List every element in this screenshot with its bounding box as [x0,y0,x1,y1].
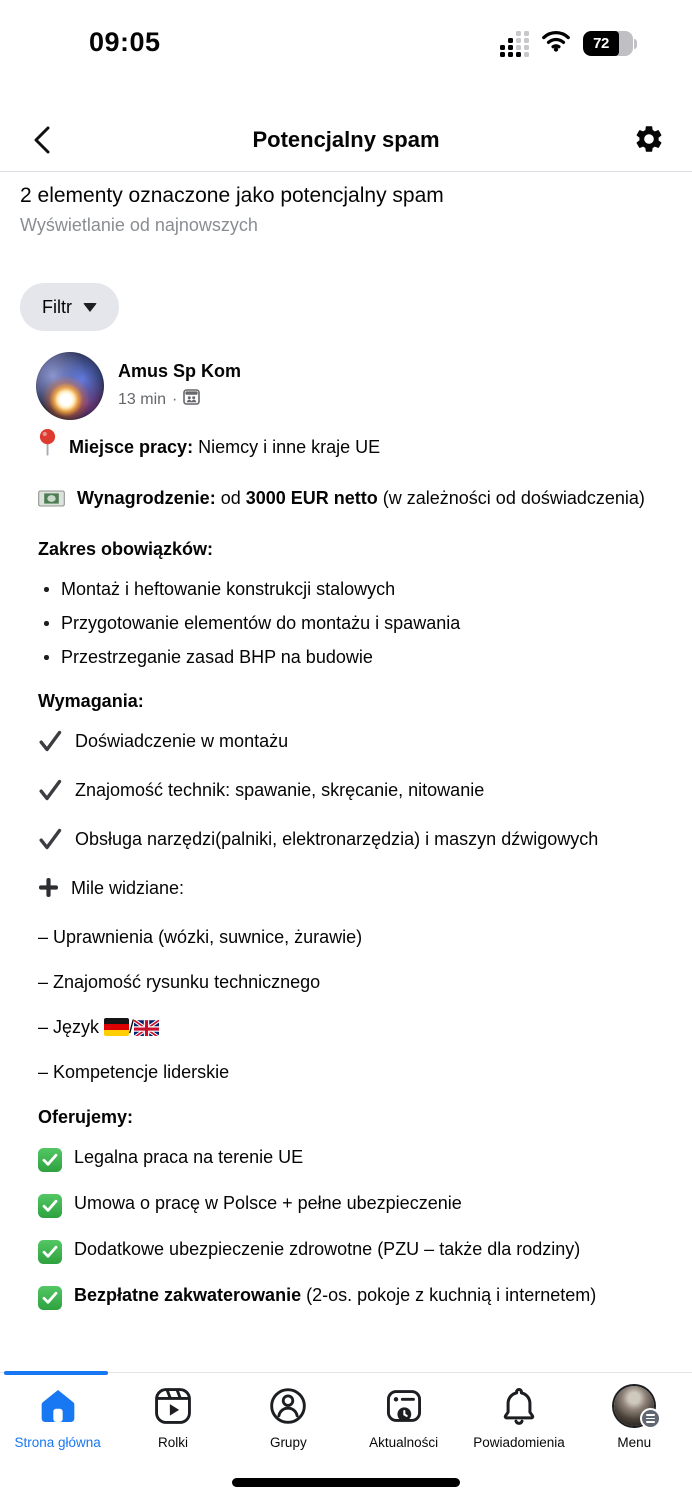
summary-title: 2 elementy oznaczone jako potencjalny spam [20,184,444,207]
green-check-icon [38,1194,62,1218]
post-text: Obsługa narzędzi(palniki, elektronarzędzia) i maszyn dźwigowych [75,829,599,849]
post-line [38,484,670,516]
post-text: – Kompetencje liderskie [38,1062,230,1082]
post-text: Znajomość technik: spawanie, skręcanie, nitowanie [75,780,485,800]
green-check-icon [38,1240,62,1264]
profile-menu-icon [614,1385,654,1427]
post-text: / [129,1017,135,1037]
post-bullet-item [38,609,670,637]
post-text: – Znajomość rysunku technicznego [38,972,321,992]
group-post-icon [183,389,200,410]
post-line [38,1013,670,1041]
post-line [38,1143,670,1172]
post-text: Legalna praca na terenie UE [74,1147,304,1167]
nav-item-aktualności[interactable] [346,1385,461,1450]
clock: 09:05 [89,27,161,57]
post-text: 3000 EUR netto [245,488,378,508]
post-header [36,352,241,420]
post-text: (2-os. pokoje z kuchnią i internetem) [301,1285,597,1305]
post-text: Mile widziane: [71,878,185,898]
post-text: – Uprawnienia (wózki, suwnice, żurawie) [38,927,363,947]
bullet-dot [44,587,49,592]
post-text: Zakres obowiązków: [38,539,214,559]
post-text: Niemcy i inne kraje UE [193,437,381,457]
cellular-signal-icon [500,31,529,57]
plus-icon [38,877,59,906]
post-text: Dodatkowe ubezpieczenie zdrowotne (PZU – także dla rodziny) [74,1239,581,1259]
summary-section [20,184,672,236]
gear-icon[interactable] [630,120,668,158]
post-text: Bezpłatne zakwaterowanie [74,1285,302,1305]
post-line [38,874,670,906]
nav-label: Rolki [157,1435,188,1450]
bullet-dot [44,621,49,626]
green-check-icon [38,1286,62,1310]
flag-de-icon [104,1018,129,1036]
avatar[interactable] [36,352,104,420]
menu-avatar [614,1386,654,1426]
nav-item-menu[interactable] [577,1385,692,1450]
post-text: Montaż i heftowanie konstrukcji stalowych [61,579,396,599]
post-content [38,428,670,1327]
wifi-icon [541,30,571,57]
post-text: Umowa o pracę w Polsce + pełne ubezpieczenie [74,1193,462,1213]
header [0,108,692,172]
post-bullet-item [38,575,670,603]
check-icon [38,827,63,857]
nav-label: Menu [617,1435,652,1450]
nav-label: Powiadomienia [473,1435,565,1450]
home-icon [38,1385,78,1427]
pin-icon [38,428,57,465]
post-text: – Język [38,1017,105,1037]
summary-subtitle: Wyświetlanie od najnowszych [20,215,258,235]
bottom-nav [0,1372,692,1500]
green-check-icon [38,1148,62,1172]
nav-item-powiadomienia[interactable] [461,1385,576,1450]
post-meta: 13 min · [118,389,241,410]
post-line [38,1189,670,1218]
battery-percent: 72 [593,35,609,52]
home-indicator[interactable] [232,1478,460,1487]
check-icon [38,778,63,808]
post-text: Miejsce pracy: [69,437,194,457]
nav-item-strona-główna[interactable] [0,1385,115,1450]
post-line [38,1281,670,1310]
battery-icon [583,31,637,56]
post-line [38,923,670,951]
post-text: Przestrzeganie zasad BHP na budowie [61,647,373,667]
post-line [38,428,670,465]
post-text: od [215,488,246,508]
chevron-down-icon [83,303,97,312]
post-time: 13 min [118,390,167,408]
bullet-dot [44,655,49,660]
check-icon [38,729,63,759]
post-section-heading [38,687,670,715]
back-button[interactable] [24,122,60,158]
nav-label: Grupy [269,1435,307,1450]
post-text: Wymagania: [38,691,144,711]
post-text: Przygotowanie elementów do montażu i spawania [61,613,461,633]
post-section-heading [38,1103,670,1131]
post-text: Doświadczenie w montażu [75,731,289,751]
hamburger-badge-icon [640,1408,661,1429]
post-line [38,825,670,857]
post-line [38,968,670,996]
groups-icon [268,1385,308,1427]
money-icon [38,488,65,516]
nav-item-grupy[interactable] [231,1385,346,1450]
post-line [38,727,670,759]
page-title: Potencjalny spam [252,126,440,152]
bell-icon [500,1385,538,1427]
post-text: (w zależności od doświadczenia) [377,488,645,508]
filter-button[interactable] [20,283,119,331]
post-line [38,776,670,808]
post-section-heading [38,535,670,563]
news-icon [384,1385,424,1427]
post-line [38,1235,670,1264]
nav-label: Strona główna [14,1435,101,1450]
post-line [38,1058,670,1086]
nav-label: Aktualności [369,1435,439,1450]
post-text: Wynagrodzenie: [77,488,216,508]
post-bullet-item [38,643,670,671]
reels-icon [153,1385,193,1427]
filter-label: Filtr [42,296,72,317]
nav-item-rolki[interactable] [115,1385,230,1450]
post-author[interactable]: Amus Sp Kom [118,361,242,381]
flag-gb-icon [134,1018,159,1036]
active-tab-indicator [4,1371,108,1375]
status-bar [0,0,692,80]
post-text: Oferujemy: [38,1107,134,1127]
